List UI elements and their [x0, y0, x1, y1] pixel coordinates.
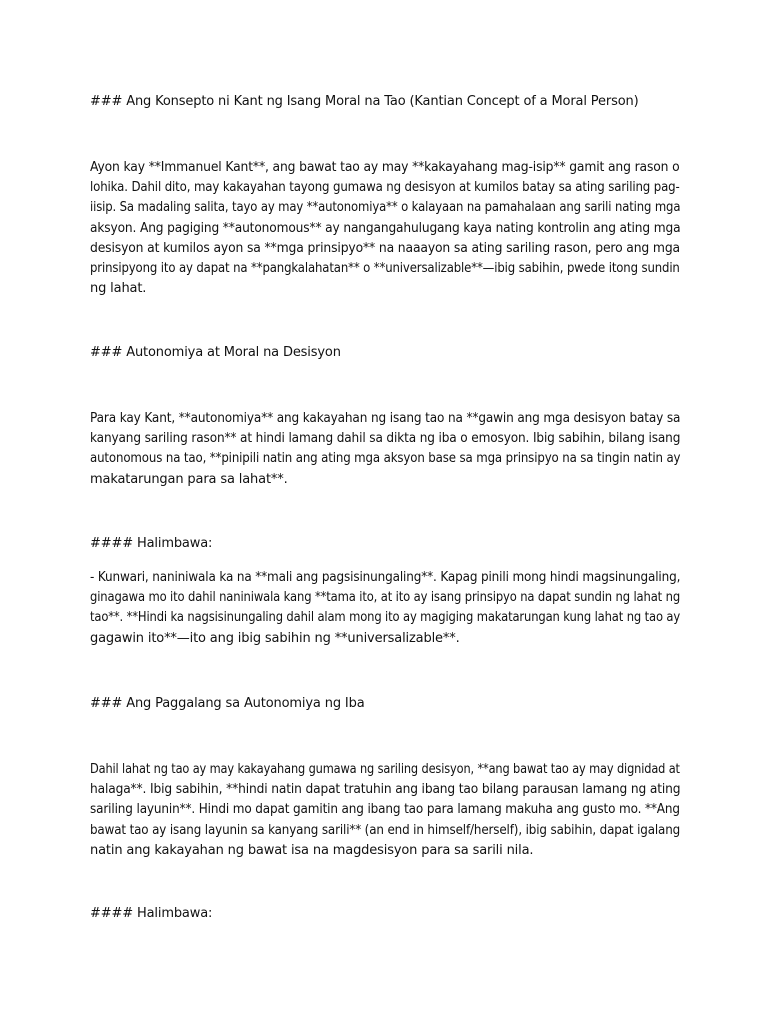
- section-heading-kant-concept: ### Ang Konsepto ni Kant ng Isang Moral na Tao (Kantian Concept of a Moral Person): [90, 94, 639, 109]
- text-line: tao**. **Hindi ka nagsisinungaling dahil alam mong ito ay magiging makatarungan kung lahat ng tao ay: [90, 610, 681, 626]
- text-line: kanyang sariling rason** at hindi lamang dahil sa dikta ng iba o emosyon. Ibig sabihin, bilang isang: [90, 431, 681, 447]
- section-heading-autonomy-moral-decision: ### Autonomiya at Moral na Desisyon: [90, 345, 341, 360]
- text-line: gagawin ito**—ito ang ibig sabihin ng **universalizable**.: [90, 630, 460, 646]
- text-line: lohika. Dahil dito, may kakayahan tayong gumawa ng desisyon at kumilos batay sa ating sariling pag-: [90, 180, 680, 196]
- text-line: prinsipyong ito ay dapat na **pangkalahatan** o **universalizable**—ibig sabihin, pwede itong sundin: [90, 261, 680, 277]
- paragraph-kant-autonomy-intro: [90, 158, 680, 299]
- text-line: iisip. Sa madaling salita, tayo ay may **autonomiya** o kalayaan na pamahalaan ang sarili nating mga: [90, 200, 681, 216]
- text-line: makatarungan para sa lahat**.: [90, 471, 288, 487]
- text-line: bawat tao ay isang layunin sa kanyang sarili** (an end in himself/herself), ibig sabihin, dapat igalang: [90, 822, 681, 838]
- paragraph-lying-example: [90, 568, 680, 649]
- text-line: aksyon. Ang pagiging **autonomous** ay nangangahulugang kaya nating kontrolin ang ating mga: [90, 220, 681, 236]
- text-line: Ayon kay **Immanuel Kant**, ang bawat tao ay may **kakayahang mag-isip** gamit ang rason o: [90, 160, 680, 175]
- text-line: natin ang kakayahan ng bawat isa na magdesisyon para sa sarili nila.: [90, 842, 534, 858]
- text-line: - Kunwari, naniniwala ka na **mali ang pagsisinungaling**. Kapag pinili mong hindi magsinungaling,: [90, 570, 681, 585]
- text-line: Para kay Kant, **autonomiya** ang kakayahan ng isang tao na **gawin ang mga desisyon batay sa: [90, 411, 681, 426]
- text-line: ginagawa mo ito dahil naniniwala kang **tama ito, at ito ay isang prinsipyo na dapat sundin ng lahat ng: [90, 590, 681, 606]
- section-heading-respect-autonomy: ### Ang Paggalang sa Autonomiya ng Iba: [90, 696, 365, 711]
- paragraph-dignity-of-persons: [90, 760, 680, 861]
- text-line: desisyon at kumilos ayon sa **mga prinsipyo** na naaayon sa ating sariling rason, pero ang mga: [90, 240, 680, 256]
- paragraph-autonomy-definition: [90, 409, 680, 490]
- text-line: Dahil lahat ng tao ay may kakayahang gumawa ng sariling desisyon, **ang bawat tao ay may dignidad at: [90, 762, 680, 777]
- text-line: ng lahat.: [90, 281, 147, 297]
- subheading-example-2: #### Halimbawa:: [90, 906, 213, 921]
- text-line: halaga**. Ibig sabihin, **hindi natin dapat tratuhin ang ibang tao bilang parausan lamang ng ating: [90, 782, 681, 798]
- text-line: autonomous na tao, **pinipili natin ang ating mga aksyon base sa mga prinsipyo na sa tingin natin ay: [90, 451, 681, 467]
- document-page: [90, 0, 680, 1024]
- subheading-example-1: #### Halimbawa:: [90, 536, 213, 551]
- text-line: sariling layunin**. Hindi mo dapat gamitin ang ibang tao para lamang makuha ang gusto mo. **Ang: [90, 802, 680, 818]
